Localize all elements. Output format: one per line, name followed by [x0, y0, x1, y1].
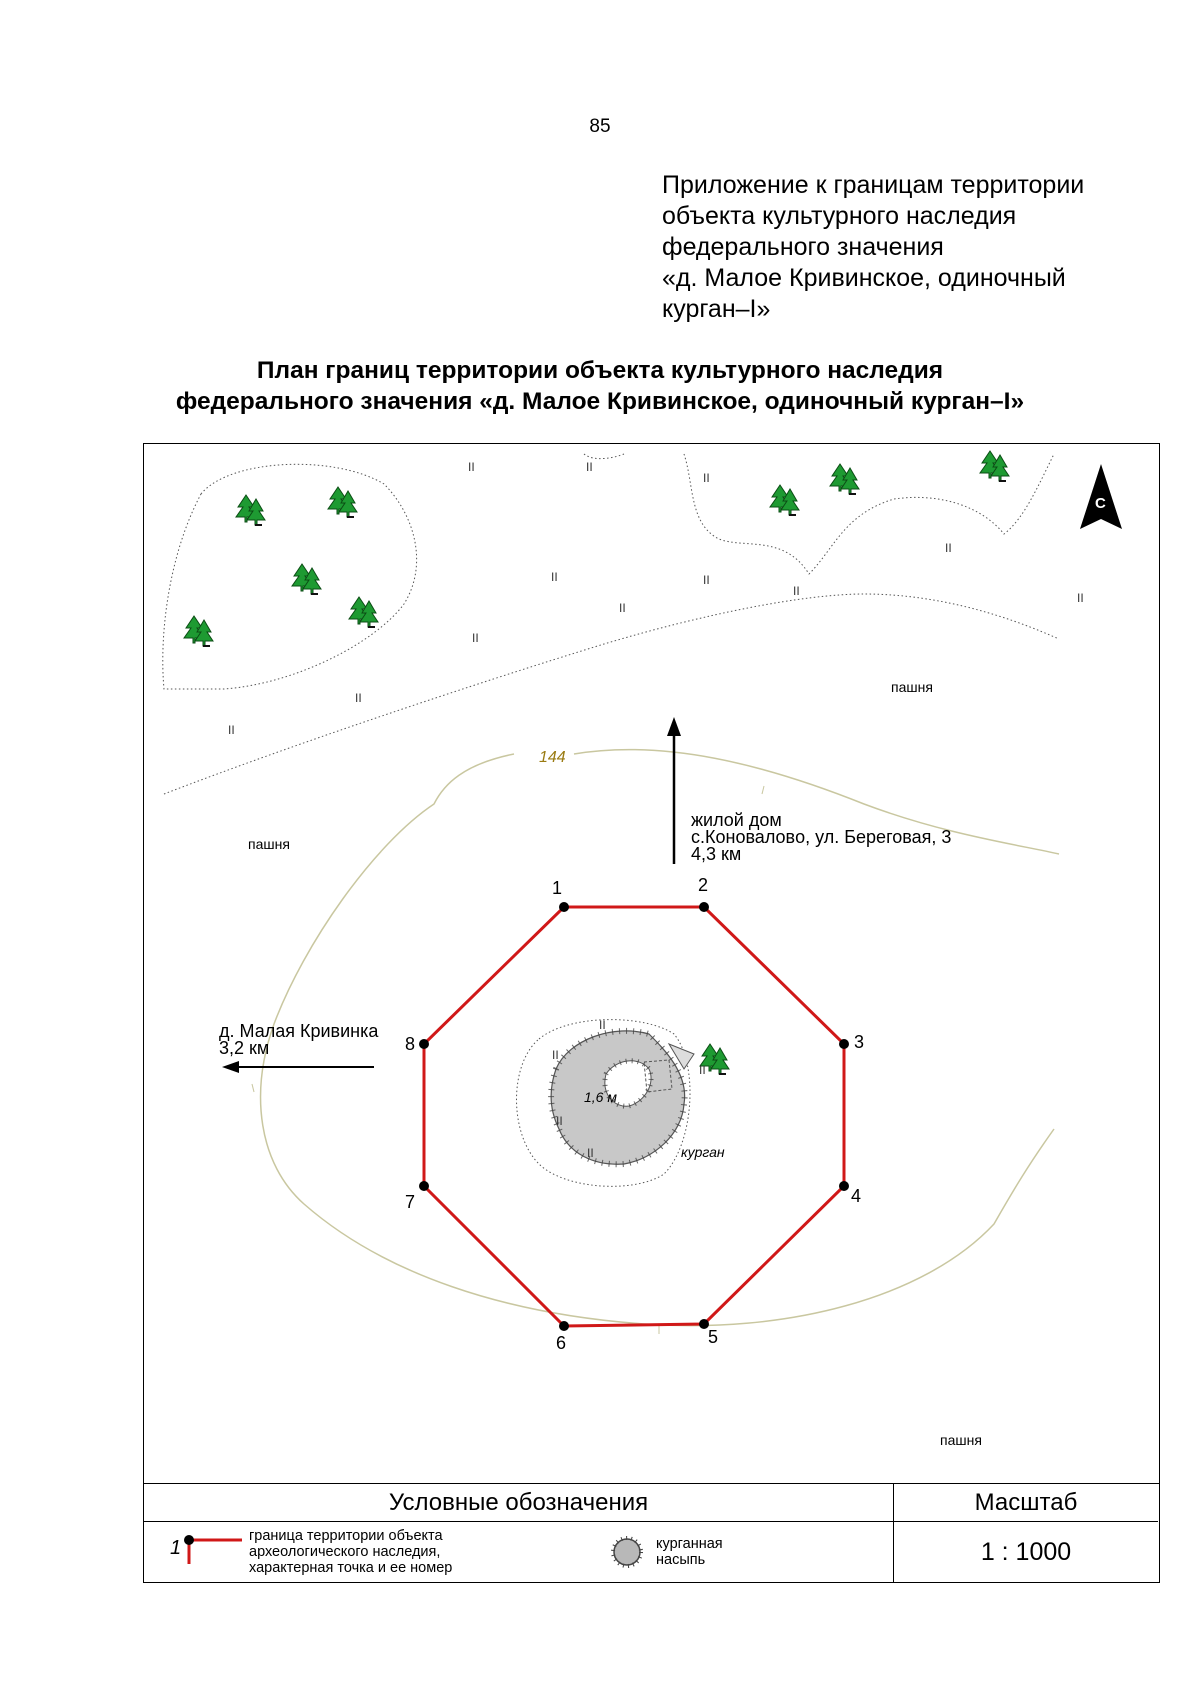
meadow-symbol: II: [468, 460, 475, 474]
field-label: пашня: [248, 836, 290, 852]
meadow-symbol: II: [1077, 591, 1084, 605]
tree-icon: [236, 495, 265, 526]
meadow-symbol: II: [556, 1114, 563, 1128]
kurgan-mound: [517, 1018, 725, 1186]
meadow-symbol: II: [552, 1048, 559, 1062]
meadow-symbol: II: [587, 1146, 594, 1160]
meadow-symbol: II: [703, 471, 710, 485]
meadow-symbol: II: [793, 584, 800, 598]
boundary-point-number: 5: [708, 1327, 719, 1347]
legend: [143, 1483, 1160, 1583]
boundary-point-number: 1: [552, 878, 563, 898]
boundary-point: [839, 1039, 849, 1049]
legend-boundary-number: 1: [170, 1537, 182, 1559]
legend-body: [144, 1522, 894, 1582]
appendix-line: Приложение к границам территории: [662, 171, 1085, 199]
svg-text:С: С: [1095, 495, 1106, 512]
meadow-symbol: II: [699, 1063, 706, 1077]
tree-icon: [830, 464, 859, 495]
appendix-line: федерального значения: [662, 233, 944, 261]
meadow-symbol: II: [551, 570, 558, 584]
boundary-point: [559, 902, 569, 912]
tree-icon: [328, 487, 357, 518]
scale-header: Масштаб: [894, 1484, 1158, 1522]
meadow-symbol: II: [586, 460, 593, 474]
appendix-line: курган–I»: [662, 295, 771, 323]
direction-house-line: с.Коноваловo, ул. Береговая, 3: [691, 827, 952, 847]
field-label: пашня: [891, 679, 933, 695]
direction-village: [219, 1021, 379, 1073]
forest-boundary: [163, 464, 417, 689]
meadow-symbol: II: [355, 691, 362, 705]
map-canvas: [144, 444, 1158, 1484]
boundary-point-number: 6: [556, 1333, 567, 1353]
boundary-point: [419, 1039, 429, 1049]
contour-label: 144: [539, 749, 566, 766]
appendix-line: «д. Малое Кривинское, одиночный: [662, 264, 1066, 292]
tree-icon: [770, 485, 799, 516]
north-arrow-icon: [1080, 464, 1122, 529]
page-number: 85: [589, 116, 611, 137]
plan-title: [0, 355, 1200, 417]
boundary-point: [419, 1181, 429, 1191]
boundary-point-number: 7: [405, 1192, 416, 1212]
meadow-symbol: II: [619, 601, 626, 615]
forest-boundary: [584, 454, 624, 459]
plan-title-line: План границ территории объекта культурного наследия: [256, 357, 944, 384]
boundary-point-number: 3: [854, 1032, 865, 1052]
direction-village-line: д. Малая Кривинка: [219, 1021, 379, 1041]
boundary-point-number: 8: [405, 1034, 416, 1054]
scale-value: 1 : 1000: [980, 1538, 1072, 1566]
direction-house-line: жилой дом: [691, 810, 782, 830]
field-label: пашня: [940, 1432, 982, 1448]
boundary-symbol-icon: [160, 1522, 250, 1582]
meadow-symbol: II: [703, 573, 710, 587]
direction-house: [667, 717, 951, 864]
kurgan-height-label: 1,6 м: [584, 1089, 617, 1105]
direction-house-line: 4,3 км: [691, 844, 742, 864]
kurgan-label: курган: [681, 1144, 725, 1160]
boundary-point-number: 2: [698, 875, 709, 895]
appendix-note: [662, 170, 1162, 325]
boundary-point: [839, 1181, 849, 1191]
map-frame: [143, 443, 1160, 1583]
meadow-symbol: II: [945, 541, 952, 555]
legend-header: Условные обозначения: [144, 1484, 894, 1522]
legend-item-kurgan-text: курганная насыпь: [656, 1536, 723, 1568]
tree-icon: [349, 597, 378, 628]
tree-icon: [980, 451, 1009, 482]
legend-item-boundary-text: граница территории объекта археологического наследия, характерная точка и ее номер: [249, 1528, 453, 1576]
tree-icon: [184, 616, 213, 647]
boundary-point: [699, 902, 709, 912]
boundary-point-number: 4: [851, 1186, 862, 1206]
meadow-symbol: II: [599, 1018, 606, 1032]
appendix-line: объекта культурного наследия: [662, 202, 1017, 230]
kurgan-symbol-icon: [607, 1532, 647, 1572]
meadow-symbol: II: [472, 631, 479, 645]
boundary-point: [559, 1321, 569, 1331]
tree-icon: [292, 564, 321, 595]
direction-village-line: 3,2 км: [219, 1038, 270, 1058]
meadow-symbol: II: [228, 723, 235, 737]
plan-title-line: федерального значения «д. Малое Кривинское, одиночный курган–I»: [175, 388, 1025, 415]
